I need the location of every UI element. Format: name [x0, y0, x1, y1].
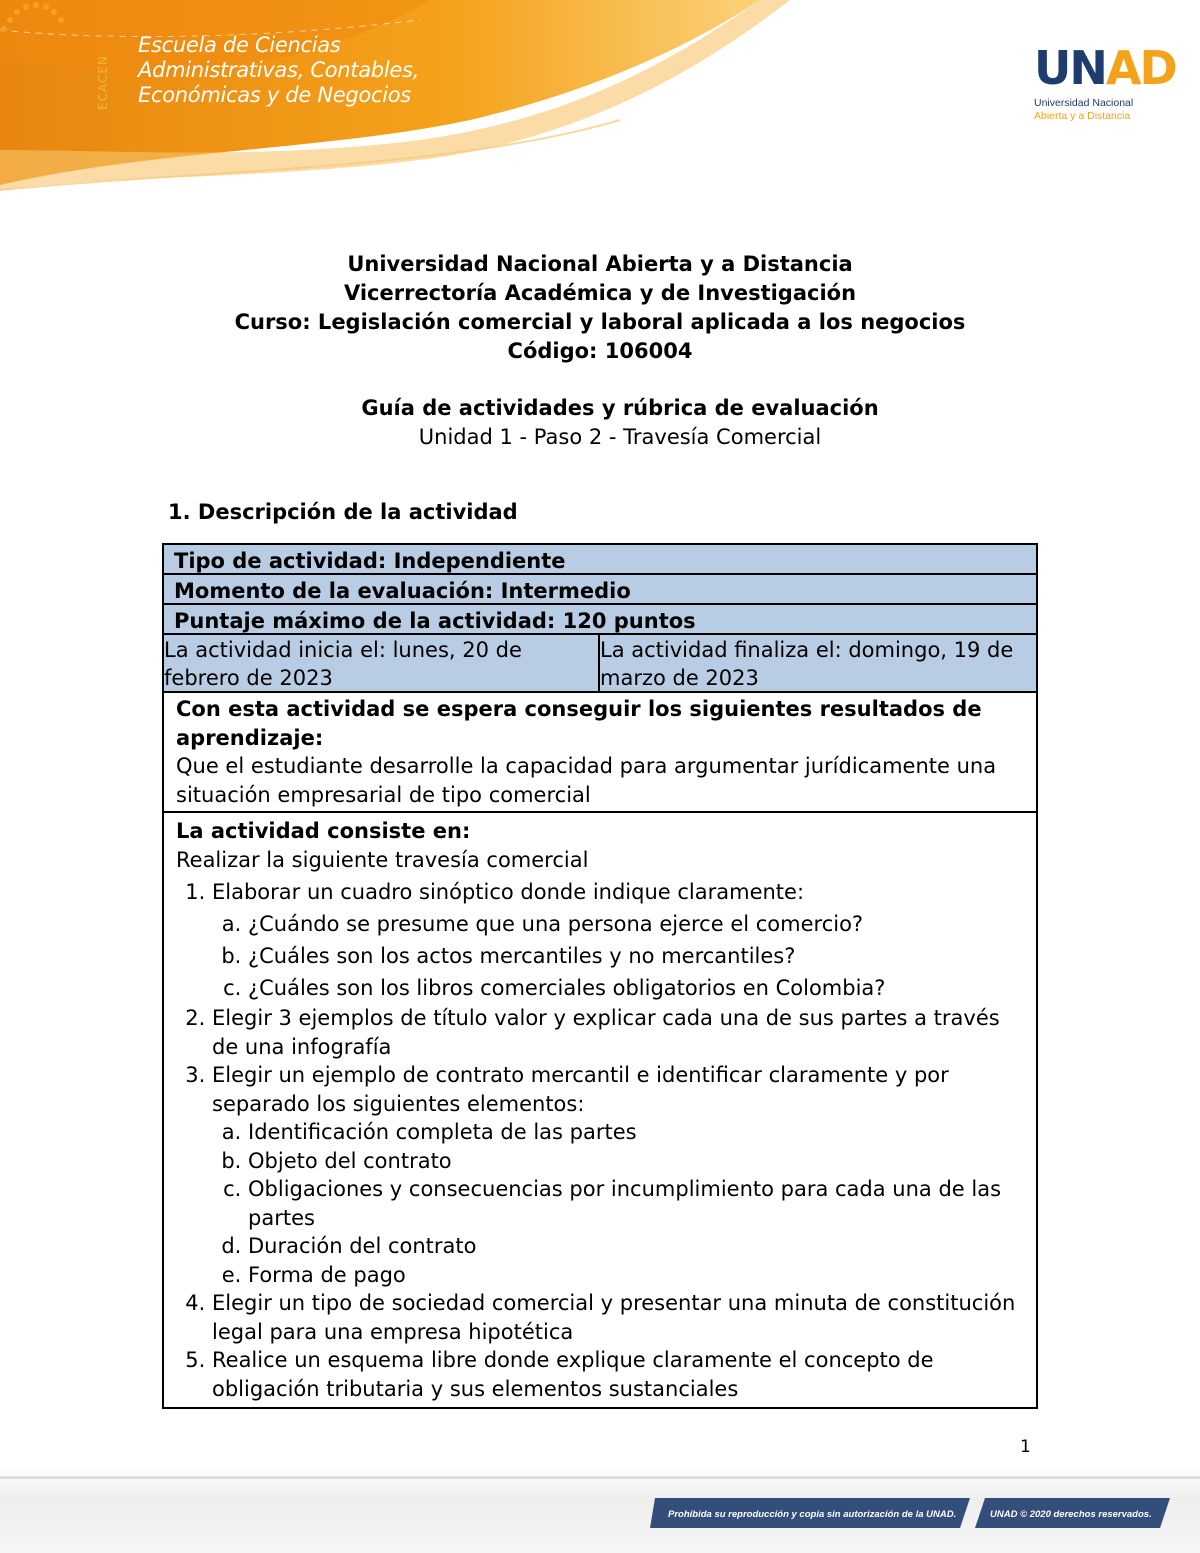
- logo-line-1: Universidad Nacional: [1034, 97, 1134, 109]
- unad-logo-dots: [0, 0, 130, 100]
- list-item: c. Obligaciones y consecuencias por incumplimiento para cada una de las partes: [248, 1175, 1026, 1232]
- logo-un: UN: [1034, 41, 1106, 95]
- list-item: 2. Elegir 3 ejemplos de título valor y explicar cada una de sus partes a través de una infografía: [212, 1004, 1026, 1061]
- evaluation-moment-row: Momento de la evaluación: Intermedio: [164, 575, 1036, 605]
- list-item: c. ¿Cuáles son los libros comerciales obligatorios en Colombia?: [248, 972, 1026, 1004]
- learning-outcomes-label: Con esta actividad se espera conseguir los siguientes resultados de aprendizaje:: [176, 697, 982, 750]
- footer-copyright: UNAD © 2020 derechos reservados.: [990, 1509, 1152, 1520]
- section-heading: 1. Descripción de la actividad: [168, 500, 518, 524]
- course-title: Curso: Legislación comercial y laboral aplicada a los negocios: [234, 310, 966, 334]
- school-line-2: Administrativas, Contables,: [138, 58, 419, 82]
- university-title: Universidad Nacional Abierta y a Distancia: [347, 252, 853, 276]
- step-3-text: Elegir un ejemplo de contrato mercantil e identificar claramente y por separado los siguientes elementos:: [212, 1063, 949, 1116]
- activity-type-row: Tipo de actividad: Independiente: [164, 545, 1036, 575]
- step-1-text: Elaborar un cuadro sinóptico donde indique claramente:: [212, 880, 805, 904]
- list-item: b. Objeto del contrato: [248, 1147, 1026, 1176]
- logo-line-2: Abierta y a Distancia: [1034, 110, 1131, 122]
- footer-notice: Prohibida su reproducción y copia sin autorización de la UNAD.: [668, 1509, 957, 1520]
- school-line-1: Escuela de Ciencias: [138, 33, 341, 57]
- vicerrectoria-title: Vicerrectoría Académica y de Investigación: [343, 281, 857, 305]
- footer-band: [0, 1460, 1200, 1553]
- activity-table: [162, 543, 1038, 1409]
- step-1-sublist: [212, 908, 1026, 1004]
- learning-outcomes-row: [164, 693, 1036, 813]
- document-title-block: [150, 250, 1050, 366]
- list-item: b. ¿Cuáles son los actos mercantiles y no mercantiles?: [248, 940, 1026, 972]
- list-item: [212, 1061, 1026, 1289]
- list-item: d. Duración del contrato: [248, 1232, 1026, 1261]
- page-number: 1: [1020, 1437, 1031, 1457]
- activity-content-row: [164, 813, 1036, 1407]
- school-line-3: Económicas y de Negocios: [138, 83, 411, 107]
- activity-steps-list: [176, 876, 1026, 1403]
- school-vertical-label: ECACEN: [96, 55, 110, 110]
- max-score-row: Puntaje máximo de la actividad: 120 puntos: [164, 605, 1036, 635]
- logo-ad: AD: [1105, 41, 1176, 95]
- course-code: Código: 106004: [507, 339, 693, 363]
- unit-subtitle: Unidad 1 - Paso 2 - Travesía Comercial: [418, 425, 822, 449]
- list-item: 5. Realice un esquema libre donde explique claramente el concepto de obligación tributaria y sus elementos sustanciales: [212, 1346, 1026, 1403]
- list-item: 4. Elegir un tipo de sociedad comercial y presentar una minuta de constitución legal para una empresa hipotética: [212, 1289, 1026, 1346]
- dates-row: [164, 635, 1036, 693]
- list-item: e. Forma de pago: [248, 1261, 1026, 1290]
- list-item: [212, 876, 1026, 1004]
- list-item: a. Identificación completa de las partes: [248, 1118, 1026, 1147]
- learning-outcomes-text: Que el estudiante desarrolle la capacidad para argumentar jurídicamente una situación empresarial de tipo comercial: [176, 754, 997, 807]
- activity-content-intro: Realizar la siguiente travesía comercial: [176, 847, 589, 872]
- list-item: a. ¿Cuándo se presume que una persona ejerce el comercio?: [248, 908, 1026, 940]
- activity-content-label: La actividad consiste en:: [176, 819, 471, 843]
- school-name: [138, 33, 419, 108]
- guide-title: Guía de actividades y rúbrica de evaluación: [361, 396, 879, 420]
- step-3-sublist: [212, 1118, 1026, 1289]
- header-banner: [0, 0, 1200, 230]
- end-date-cell: La actividad finaliza el: domingo, 19 de marzo de 2023: [600, 638, 1014, 690]
- unad-logo-wordmark: [1034, 41, 1176, 95]
- start-date-cell: La actividad inicia el: lunes, 20 de febrero de 2023: [164, 635, 600, 691]
